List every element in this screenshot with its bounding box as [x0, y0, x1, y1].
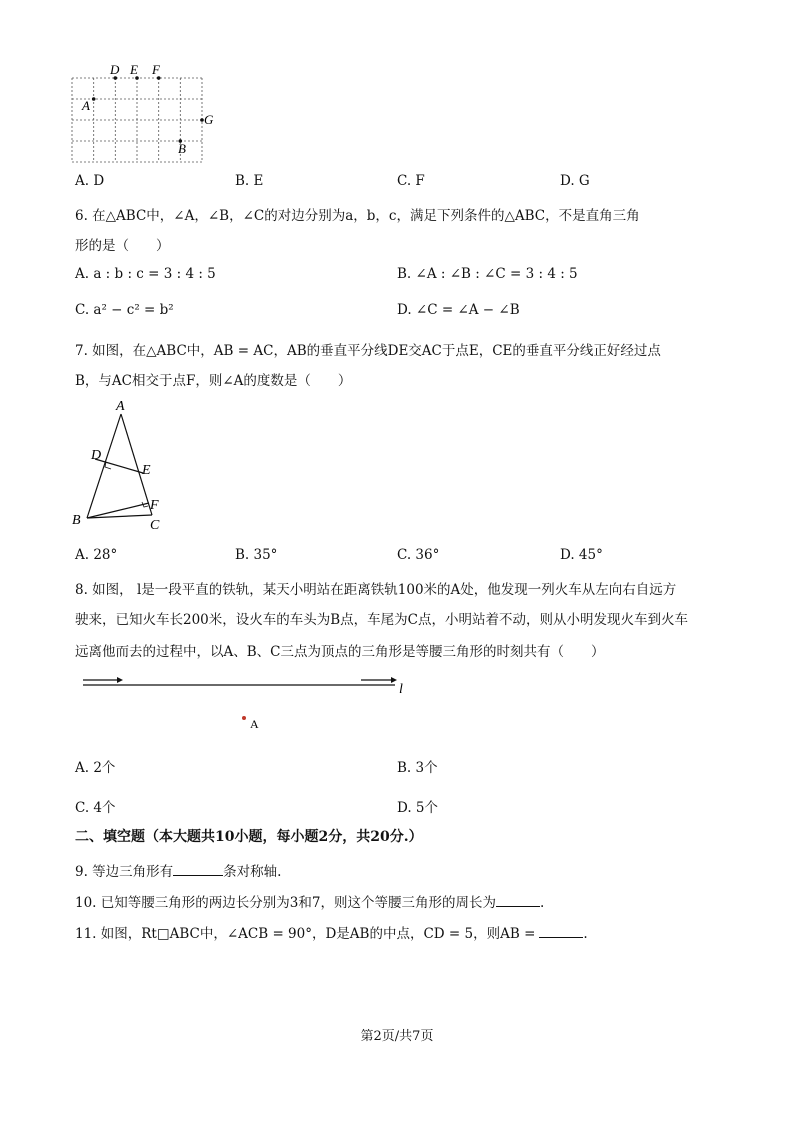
q6-option-d: D. ∠C = ∠A − ∠B [397, 302, 520, 318]
q11-text-before: 11. 如图，Rt□ABC中，∠ACB = 90°，D是AB的中点，CD = 5，则AB = [75, 926, 536, 942]
q8-option-d: D. 5个 [397, 800, 439, 816]
q8-option-a: A. 2个 [75, 760, 116, 776]
q9-stem [75, 860, 281, 880]
q8-point-a: A [250, 717, 259, 731]
q6-option-b: B. ∠A : ∠B : ∠C = 3 : 4 : 5 [397, 266, 578, 282]
q6-stem-line2: 形的是（ ） [75, 238, 170, 254]
q7-label-d: D [91, 448, 102, 463]
q5-point-a: A [82, 98, 90, 113]
q7-label-e: E [142, 463, 151, 478]
q10-answer-blank[interactable] [496, 894, 540, 907]
q5-point-e: E [130, 62, 138, 77]
q7-stem-line1: 7. 如图，在△ABC中，AB = AC，AB的垂直平分线DE交AC于点E，CE的垂直平分线正好经过点 [75, 343, 661, 359]
page-footer: 第2页/共7页 [360, 1029, 434, 1044]
q11-stem [75, 922, 588, 942]
q5-point-g: G [204, 112, 214, 127]
q5-option-d: D. G [560, 173, 590, 189]
q8-stem-line1: 8. 如图， l是一段平直的铁轨，某天小明站在距离铁轨100米的A处，他发现一列火车从左向右自远方 [75, 582, 677, 598]
q8-option-b: B. 3个 [397, 760, 438, 776]
q7-label-b: B [72, 513, 81, 528]
q7-label-f: F [150, 498, 159, 513]
q7-triangle-figure [68, 396, 178, 536]
q11-answer-blank[interactable] [539, 925, 583, 938]
q5-option-b: B. E [235, 173, 264, 189]
q11-text-after: . [583, 926, 588, 942]
q6-stem-line1: 6. 在△ABC中，∠A，∠B，∠C的对边分别为a，b，c，满足下列条件的△ABC，不是直角三角 [75, 208, 640, 224]
q7-label-c: C [150, 518, 160, 533]
q7-option-a: A. 28° [75, 547, 118, 563]
q8-option-c: C. 4个 [75, 800, 116, 816]
q10-stem [75, 891, 544, 911]
q9-answer-blank[interactable] [173, 863, 223, 876]
q7-label-a: A [116, 399, 125, 414]
q6-option-a: A. a : b : c = 3 : 4 : 5 [75, 266, 216, 282]
q7-stem-line2: B，与AC相交于点F，则∠A的度数是（ ） [75, 373, 352, 389]
q5-point-b: B [178, 141, 186, 156]
q6-option-c: C. a² − c² = b² [75, 302, 174, 318]
q9-text-after: 条对称轴. [223, 864, 282, 880]
q9-text-before: 9. 等边三角形有 [75, 864, 174, 880]
q10-text-after: . [539, 895, 545, 911]
q8-railway-figure [75, 670, 415, 735]
q8-stem-line2: 驶来，已知火车长200米，设火车的车头为B点，车尾为C点，小明站着不动，则从小明发现火车到火车 [75, 612, 689, 628]
q7-option-d: D. 45° [560, 547, 603, 563]
q5-point-f: F [152, 62, 160, 77]
q5-option-c: C. F [397, 173, 425, 189]
q8-stem-line3: 远离他而去的过程中，以A、B、C三点为顶点的三角形是等腰三角形的时刻共有（ ） [75, 644, 605, 660]
q7-option-c: C. 36° [397, 547, 440, 563]
q5-grid-figure [68, 62, 218, 167]
q5-option-a: A. D [75, 173, 105, 189]
q7-option-b: B. 35° [235, 547, 278, 563]
q5-point-d: D [110, 62, 120, 77]
q8-line-label: l [399, 682, 403, 697]
section2-title: 二、填空题（本大题共10小题，每小题2分，共20分.） [75, 829, 423, 845]
q10-text-before: 10. 已知等腰三角形的两边长分别为3和7，则这个等腰三角形的周长为 [75, 895, 496, 911]
